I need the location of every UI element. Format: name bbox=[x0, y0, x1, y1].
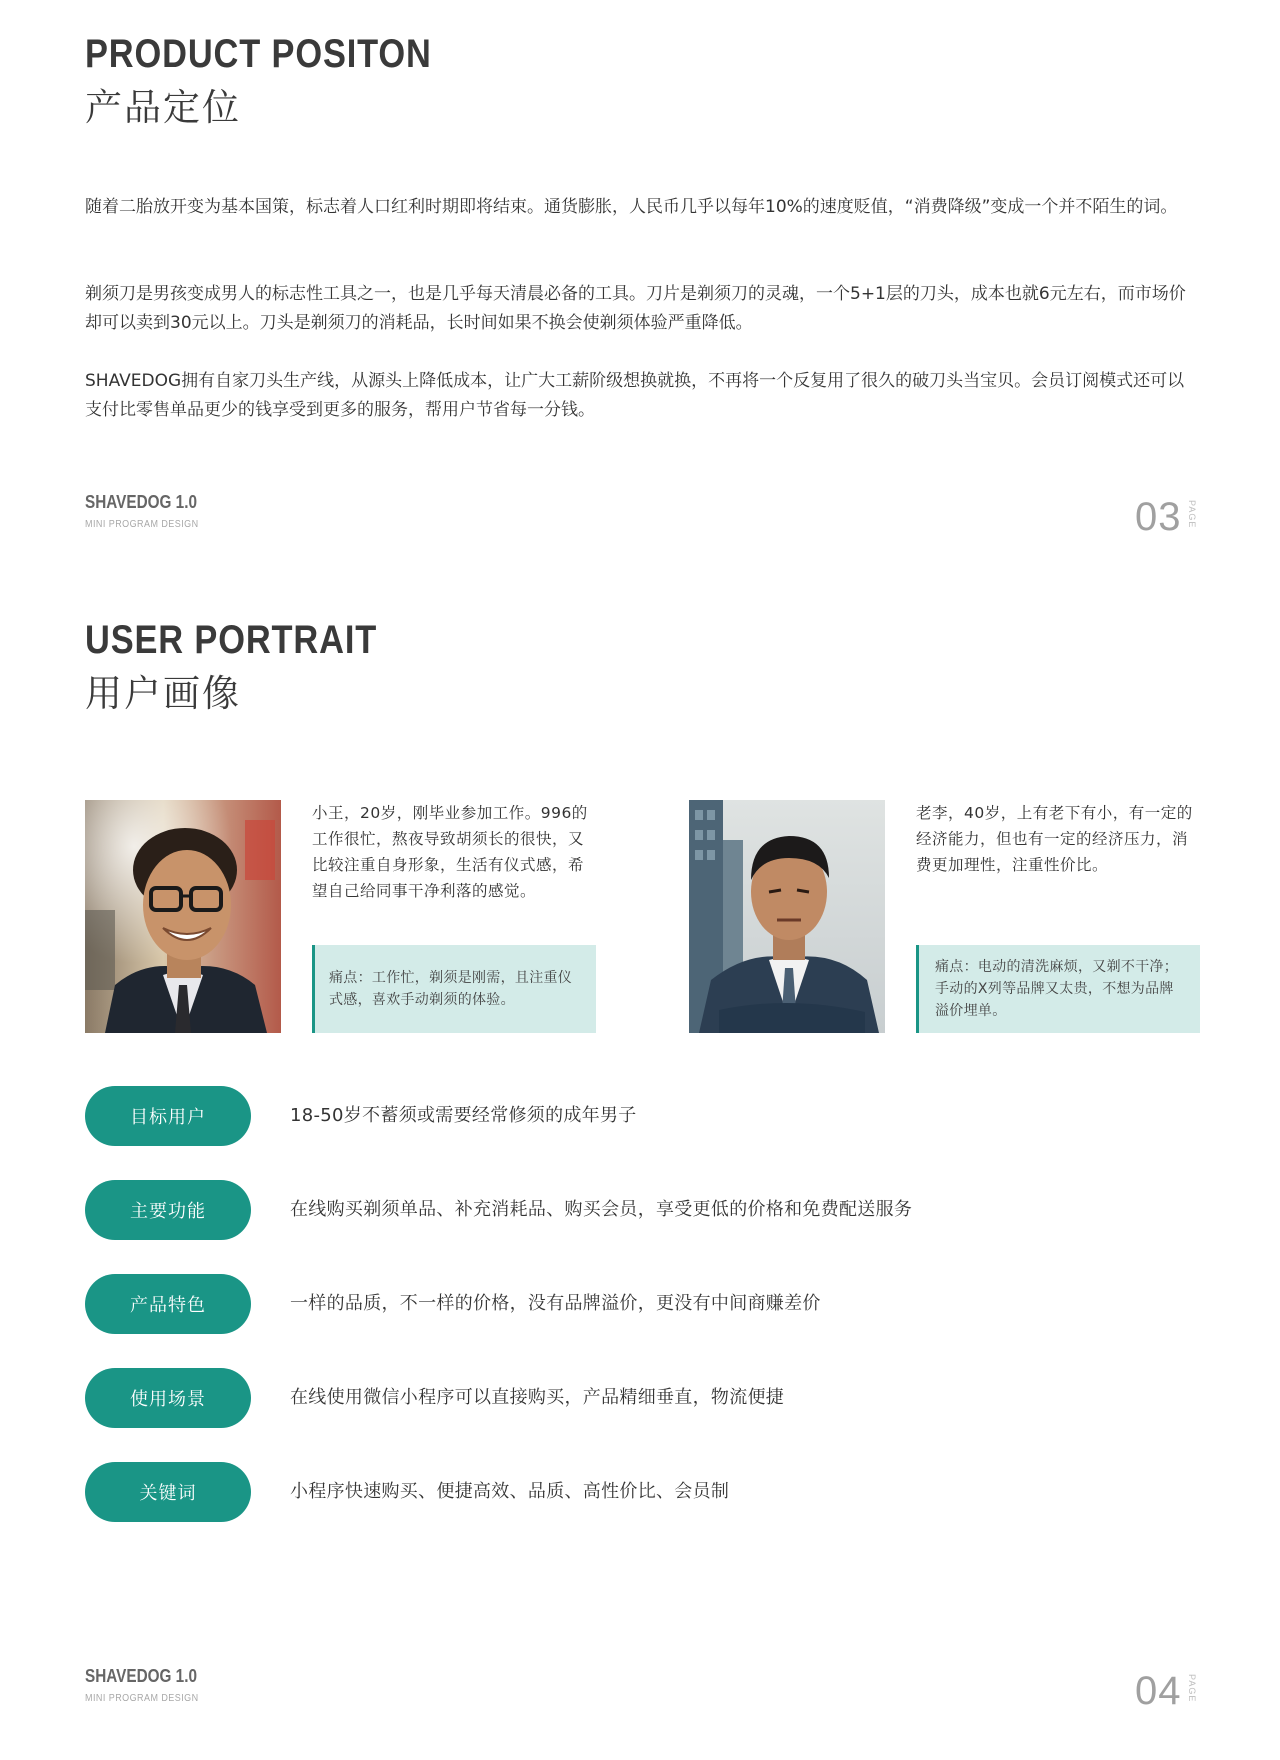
feature-row-main-functions bbox=[85, 1180, 251, 1240]
footer-subtitle: MINI PROGRAM DESIGN bbox=[85, 519, 199, 530]
feature-row-product-features bbox=[85, 1274, 251, 1334]
feature-text-usage-scenario: 在线使用微信小程序可以直接购买，产品精细垂直，物流便捷 bbox=[290, 1387, 785, 1408]
paragraph-background: 随着二胎放开变为基本国策，标志着人口红利时期即将结束。通货膨胀，人民币几乎以每年10%的速度贬值，“消费降级”变成一个并不陌生的词。 bbox=[85, 197, 1178, 217]
feature-label-pill: 目标用户 bbox=[85, 1086, 251, 1146]
feature-text-target-users: 18-50岁不蓄须或需要经常修须的成年男子 bbox=[290, 1105, 637, 1126]
paragraph-razor: 剃须刀是男孩变成男人的标志性工具之一，也是几乎每天清晨必备的工具。刀片是剃须刀的灵魂，一个5+1层的刀头，成本也就6元左右，而市场价却可以卖到30元以上。刀头是剃须刀的消耗品，长时间如果不换会使剃须体验严重降低。 bbox=[85, 284, 1186, 333]
feature-text-main-functions: 在线购买剃须单品、补充消耗品、购买会员，享受更低的价格和免费配送服务 bbox=[290, 1199, 913, 1220]
page-number: 03 bbox=[1135, 495, 1182, 539]
section-title-en: PRODUCT POSITON bbox=[85, 32, 432, 76]
feature-text-product-features: 一样的品质，不一样的价格，没有品牌溢价，更没有中间商赚差价 bbox=[290, 1293, 821, 1314]
persona-description: 老李，40岁，上有老下有小，有一定的经济能力，但也有一定的经济压力，消费更加理性，注重性价比。 bbox=[916, 804, 1193, 874]
feature-label-pill: 使用场景 bbox=[85, 1368, 251, 1428]
feature-label-pill: 主要功能 bbox=[85, 1180, 251, 1240]
section-title-en: USER PORTRAIT bbox=[85, 618, 378, 662]
persona-pain-point: 痛点：工作忙，剃须是刚需，且注重仪式感，喜欢手动剃须的体验。 bbox=[312, 945, 596, 1033]
footer-subtitle: MINI PROGRAM DESIGN bbox=[85, 1693, 199, 1704]
feature-row-usage-scenario bbox=[85, 1368, 251, 1428]
page-label: PAGE bbox=[1187, 500, 1197, 529]
feature-label-pill: 产品特色 bbox=[85, 1274, 251, 1334]
persona-photo-young bbox=[85, 800, 281, 1033]
feature-row-keywords bbox=[85, 1462, 251, 1522]
footer-brand: SHAVEDOG 1.0 bbox=[85, 1666, 197, 1686]
page-number: 04 bbox=[1135, 1669, 1182, 1713]
section-title-cn: 产品定位 bbox=[85, 86, 241, 129]
persona-pain-point: 痛点：电动的清洗麻烦，又剃不干净；手动的X列等品牌又太贵，不想为品牌溢价埋单。 bbox=[916, 945, 1200, 1033]
feature-text-keywords: 小程序快速购买、便捷高效、品质、高性价比、会员制 bbox=[290, 1481, 730, 1502]
page-label: PAGE bbox=[1187, 1674, 1197, 1703]
persona-description: 小王，20岁，刚毕业参加工作。996的工作很忙，熬夜导致胡须长的很快，又比较注重自身形象，生活有仪式感，希望自己给同事干净利落的感觉。 bbox=[312, 804, 588, 900]
feature-row-target-users bbox=[85, 1086, 251, 1146]
footer-brand: SHAVEDOG 1.0 bbox=[85, 492, 197, 512]
feature-label-pill: 关键词 bbox=[85, 1462, 251, 1522]
paragraph-shavedog: SHAVEDOG拥有自家刀头生产线，从源头上降低成本，让广大工薪阶级想换就换，不再将一个反复用了很久的破刀头当宝贝。会员订阅模式还可以支付比零售单品更少的钱享受到更多的服务，帮用户节省每一分钱。 bbox=[85, 371, 1185, 420]
persona-photo-middle-aged bbox=[689, 800, 885, 1033]
section-title-cn: 用户画像 bbox=[85, 672, 241, 715]
